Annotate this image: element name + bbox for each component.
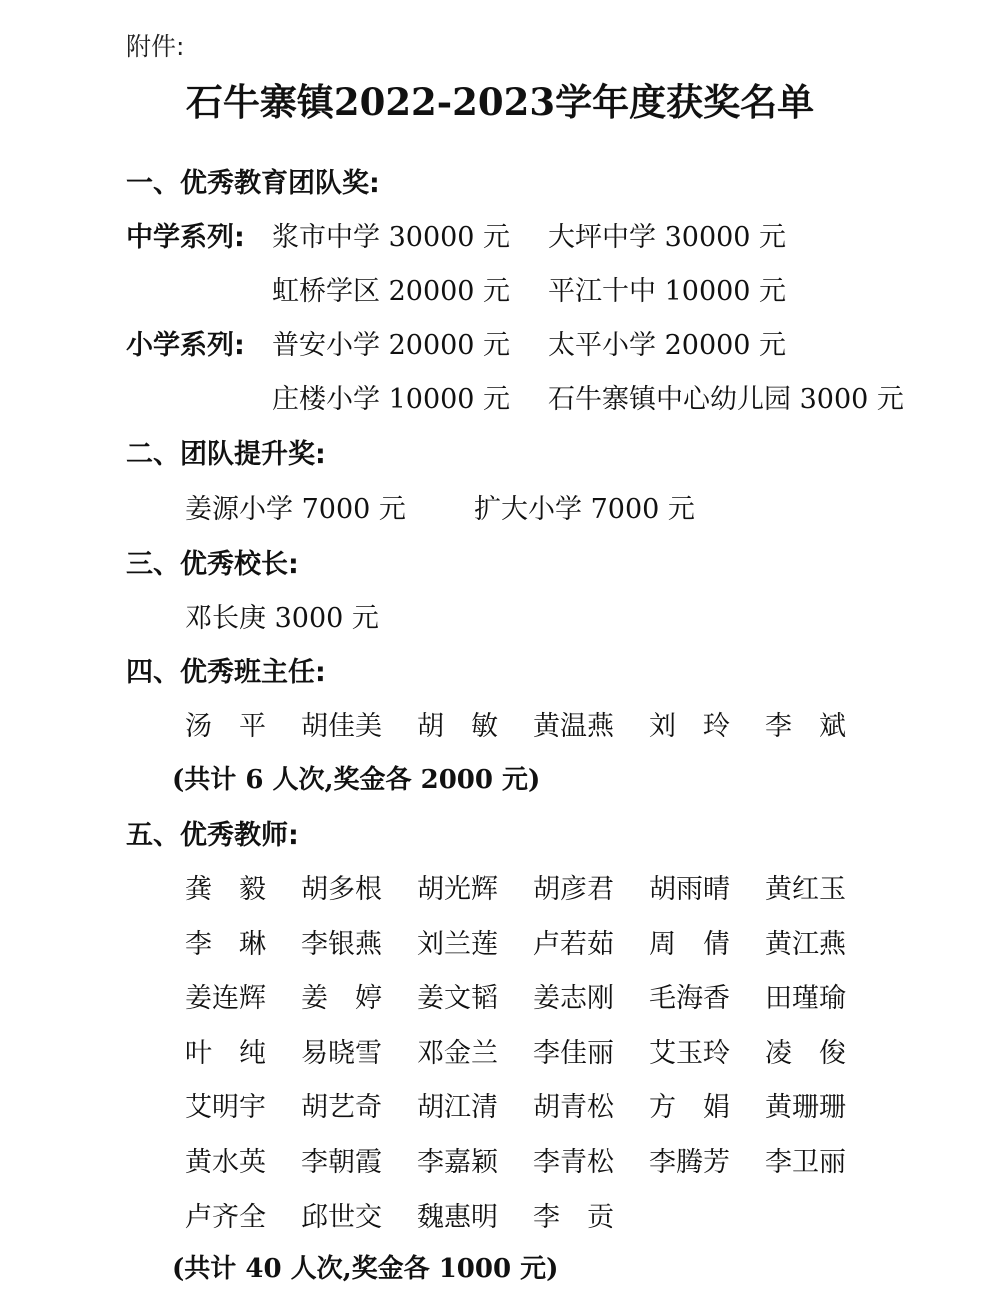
award-name: 李卫丽 (765, 1147, 846, 1178)
award-name: 胡江清 (417, 1092, 498, 1124)
award-name: 姜志刚 (533, 983, 614, 1015)
award-item: 姜源小学 7000 元 (185, 494, 406, 525)
award-name: 姜 婷 (301, 983, 382, 1015)
award-name: 胡青松 (533, 1092, 614, 1124)
award-item: 扩大小学 7000 元 (474, 494, 695, 525)
award-name: 田瑾瑜 (765, 983, 846, 1015)
award-name: 胡 敏 (417, 711, 498, 742)
primary-school-series-label: 小学系列: (126, 330, 245, 361)
award-name: 李银燕 (301, 928, 382, 960)
award-name: 邱世交 (301, 1201, 382, 1233)
award-name: 魏惠明 (417, 1201, 498, 1233)
award-item: 虹桥学区 20000 元 (272, 276, 511, 307)
middle-school-series-label: 中学系列: (126, 222, 245, 253)
award-name: 卢齐全 (185, 1201, 266, 1233)
award-item: 浆市中学 30000 元 (272, 222, 511, 253)
award-name: 胡艺奇 (301, 1092, 382, 1124)
award-name: 胡多根 (301, 874, 382, 905)
award-name: 李 琳 (185, 928, 266, 960)
award-name: 刘兰莲 (417, 928, 498, 960)
section-heading-principal: 三、优秀校长: (126, 549, 299, 580)
attachment-label: 附件: (126, 32, 185, 61)
award-name: 胡雨晴 (649, 874, 730, 905)
award-name: 汤 平 (185, 711, 266, 742)
award-name: 方 娟 (649, 1092, 730, 1124)
award-name: 黄江燕 (765, 928, 846, 960)
award-name: 李佳丽 (533, 1037, 614, 1069)
award-item: 邓长庚 3000 元 (185, 603, 379, 634)
section-heading-improvement: 二、团队提升奖: (126, 439, 326, 470)
award-name: 李 贡 (533, 1201, 614, 1233)
award-name: 龚 毅 (185, 874, 266, 905)
award-name: 艾明宇 (185, 1092, 266, 1124)
award-name: 凌 俊 (765, 1037, 846, 1069)
award-name: 艾玉玲 (649, 1037, 730, 1069)
award-item: 庄楼小学 10000 元 (272, 384, 511, 415)
award-name: 黄红玉 (765, 874, 846, 905)
award-name: 胡佳美 (301, 711, 382, 742)
award-name: 李腾芳 (649, 1147, 730, 1178)
award-name: 毛海香 (649, 983, 730, 1015)
award-name: 姜连辉 (185, 983, 266, 1015)
award-name: 胡光辉 (417, 874, 498, 905)
award-name: 周 倩 (649, 928, 730, 960)
section-heading-team-award: 一、优秀教育团队奖: (126, 168, 380, 199)
award-item: 平江十中 10000 元 (548, 276, 787, 307)
award-name: 李嘉颖 (417, 1147, 498, 1178)
document-title: 石牛寨镇2022-2023学年度获奖名单 (185, 80, 815, 124)
award-name: 卢若茹 (533, 928, 614, 960)
award-item: 石牛寨镇中心幼儿园 3000 元 (548, 384, 904, 415)
award-name: 黄温燕 (533, 711, 614, 742)
award-name: 黄水英 (185, 1147, 266, 1178)
award-name: 刘 玲 (649, 711, 730, 742)
award-name: 胡彦君 (533, 874, 614, 905)
award-name: 姜文韬 (417, 983, 498, 1015)
section-heading-teacher: 五、优秀教师: (126, 820, 299, 851)
class-teacher-note: (共计 6 人次,奖金各 2000 元) (172, 765, 541, 795)
award-name: 李朝霞 (301, 1147, 382, 1178)
award-item: 普安小学 20000 元 (272, 330, 511, 361)
award-item: 太平小学 20000 元 (548, 330, 787, 361)
award-name: 易晓雪 (301, 1037, 382, 1069)
award-name: 李青松 (533, 1147, 614, 1178)
teacher-note: (共计 40 人次,奖金各 1000 元) (172, 1254, 559, 1284)
award-name: 邓金兰 (417, 1037, 498, 1069)
award-name: 李 斌 (765, 711, 846, 742)
section-heading-class-teacher: 四、优秀班主任: (126, 657, 326, 688)
award-name: 黄珊珊 (765, 1092, 846, 1124)
award-item: 大坪中学 30000 元 (548, 222, 787, 253)
award-name: 叶 纯 (185, 1037, 266, 1069)
